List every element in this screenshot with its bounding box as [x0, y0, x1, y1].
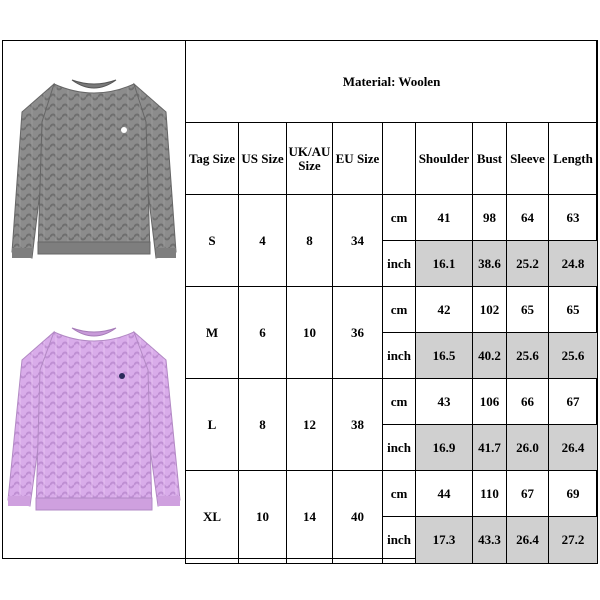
length-cm: 65 — [549, 287, 598, 333]
table-row — [186, 471, 598, 517]
sleeve-inch: 26.0 — [507, 425, 549, 471]
bust-inch: 40.2 — [473, 333, 507, 379]
eu-size-cell: 34 — [333, 195, 383, 287]
length-cm: 67 — [549, 379, 598, 425]
unit-inch: inch — [383, 517, 416, 564]
us-size-cell: 8 — [239, 379, 287, 471]
size-chart-table — [185, 40, 598, 564]
logo-icon — [119, 373, 125, 379]
sleeve-cm: 64 — [507, 195, 549, 241]
length-inch: 25.6 — [549, 333, 598, 379]
shoulder-inch: 17.3 — [416, 517, 473, 564]
bust-inch: 41.7 — [473, 425, 507, 471]
eu-size-cell: 40 — [333, 471, 383, 564]
sleeve-inch: 25.2 — [507, 241, 549, 287]
length-cm: 63 — [549, 195, 598, 241]
sleeve-inch: 25.6 — [507, 333, 549, 379]
purple-sweater-image — [2, 310, 186, 540]
length-inch: 24.8 — [549, 241, 598, 287]
material-title: Material: Woolen — [186, 41, 598, 123]
uk-size-cell: 8 — [287, 195, 333, 287]
bust-inch: 38.6 — [473, 241, 507, 287]
unit-cm: cm — [383, 195, 416, 241]
unit-cm: cm — [383, 287, 416, 333]
shoulder-inch: 16.1 — [416, 241, 473, 287]
header-uk-au-size: UK/AU Size — [287, 123, 333, 195]
bust-cm: 106 — [473, 379, 507, 425]
table-row — [186, 195, 598, 241]
sleeve-cm: 66 — [507, 379, 549, 425]
product-photos — [2, 40, 186, 559]
header-tag-size: Tag Size — [186, 123, 239, 195]
table-row — [186, 379, 598, 425]
header-unit — [383, 123, 416, 195]
shoulder-cm: 44 — [416, 471, 473, 517]
sleeve-inch: 26.4 — [507, 517, 549, 564]
bust-cm: 110 — [473, 471, 507, 517]
uk-size-cell: 14 — [287, 471, 333, 564]
shoulder-cm: 43 — [416, 379, 473, 425]
length-cm: 69 — [549, 471, 598, 517]
unit-inch: inch — [383, 333, 416, 379]
eu-size-cell: 38 — [333, 379, 383, 471]
unit-cm: cm — [383, 379, 416, 425]
header-bust: Bust — [473, 123, 507, 195]
bust-cm: 98 — [473, 195, 507, 241]
gray-sweater-image — [2, 62, 186, 292]
shoulder-inch: 16.5 — [416, 333, 473, 379]
header-us-size: US Size — [239, 123, 287, 195]
sleeve-cm: 65 — [507, 287, 549, 333]
tag-size-cell: L — [186, 379, 239, 471]
header-shoulder: Shoulder — [416, 123, 473, 195]
uk-size-cell: 10 — [287, 287, 333, 379]
table-row — [186, 287, 598, 333]
bust-cm: 102 — [473, 287, 507, 333]
us-size-cell: 6 — [239, 287, 287, 379]
header-length: Length — [549, 123, 598, 195]
logo-icon — [121, 127, 127, 133]
us-size-cell: 4 — [239, 195, 287, 287]
shoulder-inch: 16.9 — [416, 425, 473, 471]
eu-size-cell: 36 — [333, 287, 383, 379]
shoulder-cm: 41 — [416, 195, 473, 241]
unit-inch: inch — [383, 425, 416, 471]
tag-size-cell: S — [186, 195, 239, 287]
tag-size-cell: M — [186, 287, 239, 379]
unit-inch: inch — [383, 241, 416, 287]
length-inch: 27.2 — [549, 517, 598, 564]
uk-size-cell: 12 — [287, 379, 333, 471]
sleeve-cm: 67 — [507, 471, 549, 517]
us-size-cell: 10 — [239, 471, 287, 564]
header-eu-size: EU Size — [333, 123, 383, 195]
tag-size-cell: XL — [186, 471, 239, 564]
shoulder-cm: 42 — [416, 287, 473, 333]
header-sleeve: Sleeve — [507, 123, 549, 195]
bust-inch: 43.3 — [473, 517, 507, 564]
length-inch: 26.4 — [549, 425, 598, 471]
unit-cm: cm — [383, 471, 416, 517]
